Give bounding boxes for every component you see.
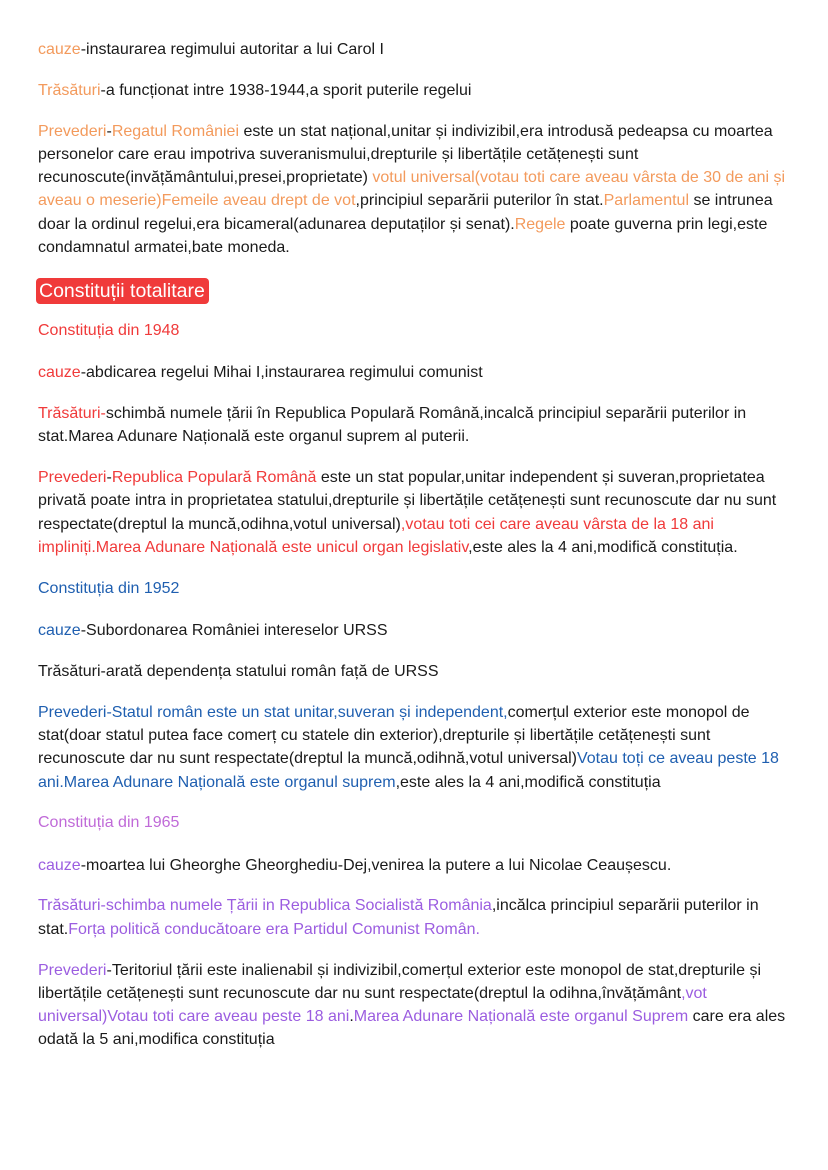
paragraph xyxy=(38,959,790,1052)
document-body xyxy=(38,38,790,1069)
highlighted-text: Prevederi xyxy=(38,961,107,979)
paragraph xyxy=(38,894,790,941)
highlighted-text: cauze xyxy=(38,622,81,640)
text-segment: -Subordonarea României intereselor URSS xyxy=(80,622,388,640)
text-segment: se intrunea doar la ordinul regelui,era bicameral(adunarea deputaților și senat). xyxy=(38,192,773,233)
highlighted-text: Trăsături- xyxy=(38,404,106,422)
highlighted-text: Votau toți ce aveau peste 18 ani.Marea Adunare Națională este organul suprem xyxy=(38,750,779,791)
paragraph xyxy=(38,466,790,559)
text-segment: care era ales odată la 5 ani,modifica constituția xyxy=(38,1008,786,1049)
paragraph xyxy=(38,619,790,642)
paragraph xyxy=(38,701,790,794)
text-segment: -a funcționat intre 1938-1944,a sporit puterile regelui xyxy=(100,81,472,99)
highlighted-text: Parlamentul xyxy=(603,192,689,210)
highlighted-text: Forța politică conducătoare era Partidul Comunist Român. xyxy=(68,920,480,938)
paragraph xyxy=(38,38,790,61)
highlighted-text: ,vot universal)Votau toti care aveau peste 18 ani xyxy=(38,984,707,1026)
highlighted-text: Prevederi xyxy=(38,469,107,487)
section-heading xyxy=(38,577,790,600)
text-segment: schimbă numele țării în Republica Populară Română,incalcă principiul separării puterilor in stat.Marea Adunare Națională este organul suprem al puterii. xyxy=(38,404,747,446)
highlighted-text: Constituția din 1948 xyxy=(38,321,180,339)
paragraph xyxy=(38,402,790,449)
text-segment: -moartea lui Gheorghe Gheorghediu-Dej,venirea la putere a lui Nicolae Ceaușescu. xyxy=(80,856,672,874)
highlighted-text: Trăsături-schimba numele Țării in Republica Socialistă România xyxy=(38,897,492,915)
section-heading xyxy=(38,811,790,834)
highlighted-text: Trăsături xyxy=(38,81,101,99)
text-segment: ,principiul separării puterilor în stat. xyxy=(355,192,604,210)
paragraph xyxy=(38,120,790,260)
text-segment: -Teritoriul țării este inalienabil și indivizibil,comerțul exterior este monopol de stat,drepturile și libertățile cetățenești sunt recunoscute dar nu sunt respectate(dreptul la odihna,învățământ xyxy=(38,961,761,1002)
highlighted-text: Regatul României xyxy=(111,122,239,140)
paragraph xyxy=(38,79,790,102)
highlighted-text: Regele xyxy=(514,215,566,233)
highlighted-text: cauze xyxy=(38,41,81,58)
paragraph xyxy=(38,361,790,384)
text-segment: Trăsături-arată dependența statului român față de URSS xyxy=(38,662,439,680)
text-segment: ,este ales la 4 ani,modifică constituția xyxy=(395,773,661,791)
highlighted-text: Constituția din 1952 xyxy=(38,579,180,597)
text-segment: - xyxy=(106,469,112,487)
highlighted-text: votul universal(votau toti care aveau vârsta de 30 de ani și aveau o meserie)Femeile aveau drept de vot xyxy=(38,169,786,210)
highlighted-text: Constituția din 1965 xyxy=(38,814,180,832)
paragraph xyxy=(38,660,790,683)
text-segment: poate guverna prin legi,este condamnatul armatei,bate moneda. xyxy=(38,215,768,257)
paragraph xyxy=(38,854,790,877)
highlighted-text: cauze xyxy=(38,364,81,382)
text-segment: ,incălca principiul separării puterilor in stat. xyxy=(38,897,759,938)
highlighted-text: Prevederi-Statul român este un stat unitar,suveran și independent, xyxy=(38,703,508,721)
section-badge: Constituții totalitare xyxy=(36,278,209,304)
text-segment: ,este ales la 4 ani,modifică constituția. xyxy=(468,538,738,556)
text-segment: -abdicarea regelui Mihai I,instaurarea regimului comunist xyxy=(80,364,483,382)
text-segment: -instaurarea regimului autoritar a lui Carol I xyxy=(80,41,384,58)
text-segment: este un stat popular,unitar independent și suveran,proprietatea privată poate intra in proprietatea statului,drepturile și libertățile cetățenești sunt recunoscute dar nu sunt respectate(dreptul la muncă,odihna,votul universal) xyxy=(38,469,777,533)
section-heading xyxy=(38,319,790,342)
highlighted-text: cauze xyxy=(38,856,81,874)
text-segment: . xyxy=(349,1008,354,1026)
text-segment: este un stat național,unitar și indivizibil,era introdusă pedeapsa cu moartea personelor care erau impotriva suveranismului,drepturile și libertățile cetățenești sunt recunoscute(invățământului,presei,proprietate) xyxy=(38,122,773,187)
text-segment: comerțul exterior este monopol de stat(doar statul putea face comerț cu statele din exterior),drepturile și libertățile cetățenești sunt recunoscute dar nu sunt respectate(dreptul la muncă,odihnă,votul universal) xyxy=(38,703,750,768)
highlighted-text: Republica Populară Română xyxy=(111,469,317,487)
highlighted-text: ,votau toti cei care aveau vârsta de la 18 ani impliniți.Marea Adunare Națională este unicul organ legislativ xyxy=(38,515,714,556)
highlighted-text: Marea Adunare Națională este organul Suprem xyxy=(353,1008,689,1026)
text-segment: - xyxy=(106,122,112,140)
highlighted-text: Prevederi xyxy=(38,122,107,140)
